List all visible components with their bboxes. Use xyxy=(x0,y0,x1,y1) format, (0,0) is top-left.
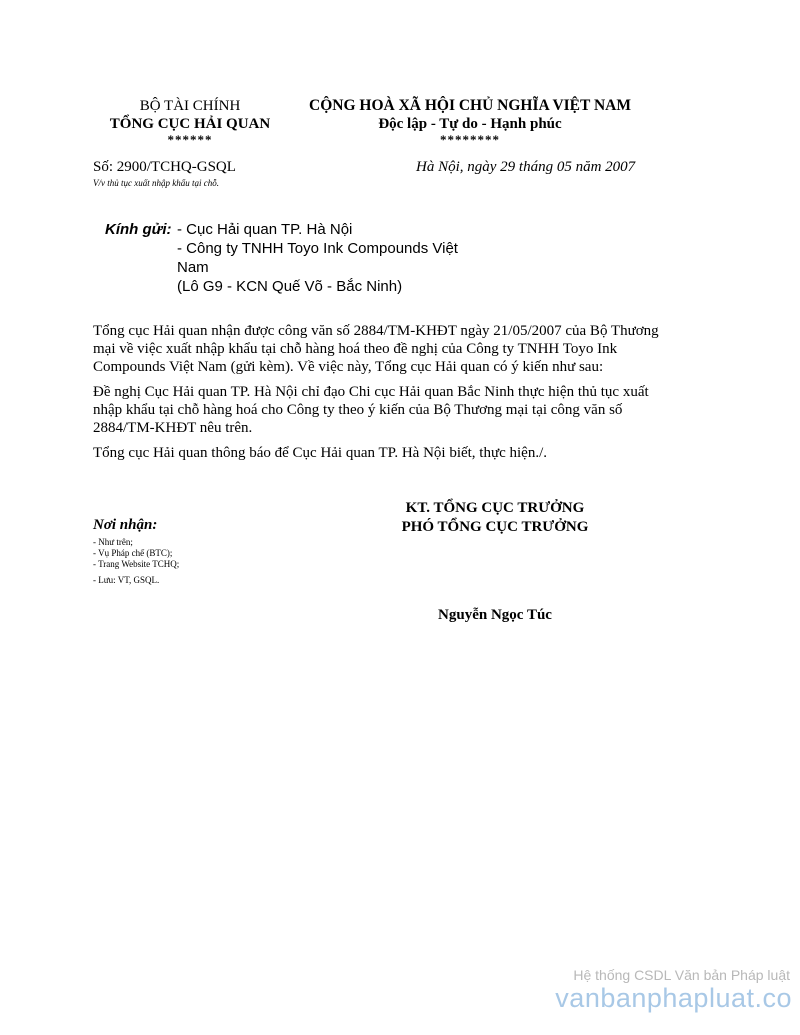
agency-stars-divider: ****** xyxy=(167,132,213,147)
document-number: Số: 2900/TCHQ-GSQL xyxy=(93,159,236,175)
distribution-item: - Trang Website TCHQ; xyxy=(93,559,180,569)
watermark-site-name: vanbanphapluat.co xyxy=(555,983,792,1013)
country-name: CỘNG HOÀ XÃ HỘI CHỦ NGHĨA VIỆT NAM xyxy=(309,97,631,114)
department-name: TỔNG CỤC HẢI QUAN xyxy=(109,116,271,132)
issuing-agency-block xyxy=(60,97,320,147)
body-paragraph-3: Tổng cục Hải quan thông báo để Cục Hải quan TP. Hà Nội biết, thực hiện./. xyxy=(93,445,548,461)
body-paragraph-2: Đề nghị Cục Hải quan TP. Hà Nội chỉ đạo Chi cục Hải quan Bắc Ninh thực hiện thủ tục xuất nhập khẩu tại chỗ hàng hoá cho Công ty theo ý kiến của Bộ Thương mại tại công văn số 2884/TM-KHĐT nêu trên. xyxy=(93,384,649,436)
signer-name: Nguyễn Ngọc Túc xyxy=(438,607,552,623)
distribution-item: - Vụ Pháp chế (BTC); xyxy=(93,548,173,558)
distribution-item: - Như trên; xyxy=(93,537,133,547)
ministry-name: BỘ TÀI CHÍNH xyxy=(139,98,241,114)
motto-stars-divider: ******** xyxy=(440,132,500,147)
document-date: Hà Nội, ngày 29 tháng 05 năm 2007 xyxy=(416,159,636,175)
document-subject: V/v thủ tục xuất nhập khẩu tại chỗ. xyxy=(93,178,219,188)
distribution-list xyxy=(93,537,179,586)
distribution-title: Nơi nhận: xyxy=(93,517,158,533)
distribution-archive: - Lưu: VT, GSQL. xyxy=(93,575,160,585)
body-paragraph-1: Tổng cục Hải quan nhận được công văn số 2884/TM-KHĐT ngày 21/05/2007 của Bộ Thương mại về việc xuất nhập khẩu tại chỗ hàng hoá theo đề nghị của Công ty TNHH Toyo Ink Compounds Việt Nam (gửi kèm). Về việc này, Tổng cục Hải quan có ý kiến như sau: xyxy=(93,323,659,375)
recipient-line: Nam xyxy=(177,259,209,276)
signature-title-line-2: PHÓ TỔNG CỤC TRƯỞNG xyxy=(401,519,589,535)
recipients-label: Kính gửi: xyxy=(105,221,172,238)
national-header-block xyxy=(300,97,640,147)
recipient-line: (Lô G9 - KCN Quế Võ - Bắc Ninh) xyxy=(177,278,403,295)
national-motto: Độc lập - Tự do - Hạnh phúc xyxy=(378,116,562,132)
signature-title-block xyxy=(360,499,630,537)
recipient-line: - Cục Hải quan TP. Hà Nội xyxy=(177,221,353,238)
signature-title-line-1: KT. TỔNG CỤC TRƯỞNG xyxy=(405,500,585,516)
recipient-line: - Công ty TNHH Toyo Ink Compounds Việt xyxy=(177,240,458,257)
watermark-caption: Hệ thống CSDL Văn bản Pháp luật xyxy=(573,967,790,983)
